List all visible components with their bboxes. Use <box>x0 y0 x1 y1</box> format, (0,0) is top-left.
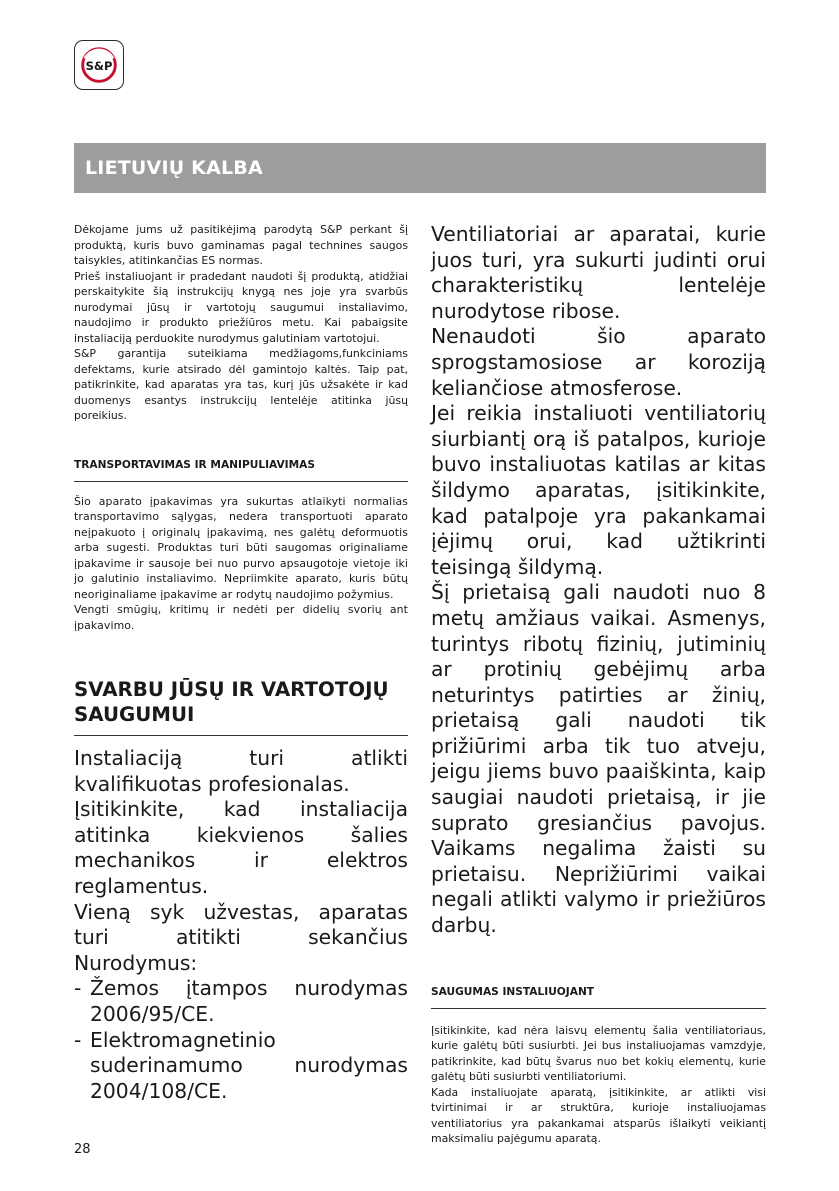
install-paragraph: Kada instaliuojate aparatą, įsitikinkite, ar atlikti visi tvirtinimai ir ar struktūra, kurioje instaliuojamas ventiliatorius yra pakankamai atsparūs išlaikyti veikiantį maksimaliu pajėgumu aparatą. <box>431 1085 766 1146</box>
list-dash: - <box>74 976 82 1001</box>
intro-section <box>74 222 408 424</box>
list-item <box>74 1028 408 1105</box>
directives-list <box>74 976 408 1104</box>
page-number: 28 <box>74 1142 91 1157</box>
left-column <box>74 222 408 1104</box>
transport-paragraph: Šio aparato įpakavimas yra sukurtas atlaikyti normalias transportavimo sąlygas, nedera transportuoti aparato neįpakuoto į originalų įpakavimą, nes galėtų deformuotis arba sugesti. Produktas turi būti saugomas originaliame įpakavime ir sausoje bei nuo purvo apsaugotoje vietoje iki jo galutinio instaliavimo. Nepriimkite aparato, kuris būtų neoriginaliame įpakavime ar rodytų naudojimo požymius. <box>74 494 408 601</box>
directive-text: Žemos įtampos nurodymas 2006/95/CE. <box>90 976 408 1026</box>
safety-paragraph: Įsitikinkite, kad instaliacija atitinka kiekvienos šalies mechanikos ir elektros reglamentus. <box>74 797 408 898</box>
sp-logo <box>74 40 124 90</box>
transport-section <box>74 494 408 634</box>
install-paragraph: Įsitikinkite, kad nėra laisvų elementų šalia ventiliatoriaus, kurie galėtų būti susiurbti. Jei bus instaliuojamas vamzdyje, patikrinkite, kad būtų švarus nuo bet kokių elementų, kurie galėtų būti susiurbti ventiliatoriumi. <box>431 1023 766 1084</box>
usage-paragraph: Jei reikia instaliuoti ventiliatorių siurbiantį orą iš patalpos, kurioje buvo instaliuotas katilas ar kitas šildymo aparatas, įsitikinkite, kad patalpoje yra pakankamai įėjimų orui, kad užtikrinti teisingą šildymą. <box>431 401 766 579</box>
install-section <box>431 1023 766 1147</box>
usage-paragraph: Ventiliatoriai ar aparatai, kurie juos turi, yra sukurti judinti orui charakteristikų lentelėje nurodytose ribose. <box>431 222 766 323</box>
intro-paragraph: S&P garantija suteikiama medžiagoms,funkciniams defektams, kurie atsirado dėl gamintojo kaltės. Taip pat, patikrinkite, kad aparatas yra tas, kurį jūs užsakėte ir kad duomenys esantys instrukcijų lentelėje atitinka jūsų poreikius. <box>74 347 408 422</box>
directive-text: Elektromagnetinio suderinamumo nurodymas 2004/108/CE. <box>90 1027 408 1103</box>
sp-logo-mark <box>75 41 123 89</box>
usage-paragraph: Nenaudoti šio aparato sprogstamosiose ar koroziją keliančiose atmosferose. <box>431 324 766 400</box>
banner-title: LIETUVIŲ KALBA <box>85 157 263 179</box>
intro-paragraph: Prieš instaliuojant ir pradedant naudoti šį produktą, atidžiai perskaitykite šią instrukcijų knygą nes joje yra svarbūs nurodymai jūsų ir vartotojų saugumui instaliavimo, naudojimo ir produkto priežiūros metu. Kai pabaigsite instaliaciją perduokite nurodymus galutiniam vartotojui. <box>74 269 408 345</box>
sp-logo-text: S&P <box>85 58 113 73</box>
list-item <box>74 976 408 1027</box>
transport-heading: TRANSPORTAVIMAS IR MANIPULIAVIMAS <box>74 458 408 482</box>
transport-paragraph: Vengti smūgių, kritimų ir nedėti per didelių svorių ant įpakavimo. <box>74 603 408 632</box>
install-heading: SAUGUMAS INSTALIUOJANT <box>431 985 766 1009</box>
safety-section <box>74 746 408 1104</box>
right-column <box>431 222 766 1147</box>
list-dash: - <box>74 1027 82 1052</box>
safety-paragraph: Vieną syk užvestas, aparatas turi atitikti sekančius Nurodymus: <box>74 899 408 975</box>
language-banner <box>74 143 766 193</box>
usage-paragraph: Šį prietaisą gali naudoti nuo 8 metų amžiaus vaikai. Asmenys, turintys ribotų fizinių, jutiminių ar protinių gebėjimų arba neturintys patirties ar žinių, prietaisą gali naudoti tik prižiūrimi arba tik tuo atveju, jeigu jiems buvo paaiškinta, kaip saugiai naudoti prietaisą, ir jie suprato gresiančius pavojus. Vaikams negalima žaisti su prietaisu. Neprižiūrimi vaikai negali atlikti valymo ir priežiūros darbų. <box>431 580 766 938</box>
safety-heading: SVARBU JŪSŲ IR VARTOTOJŲ SAUGUMUI <box>74 677 408 736</box>
usage-section <box>431 222 766 939</box>
intro-paragraph: Dėkojame jums už pasitikėjimą parodytą S&P perkant šį produktą, kuris buvo gaminamas pagal technines saugos taisykles, atitinkančias ES normas. <box>74 223 408 267</box>
safety-paragraph: Instaliaciją turi atlikti kvalifikuotas profesionalas. <box>74 746 408 796</box>
